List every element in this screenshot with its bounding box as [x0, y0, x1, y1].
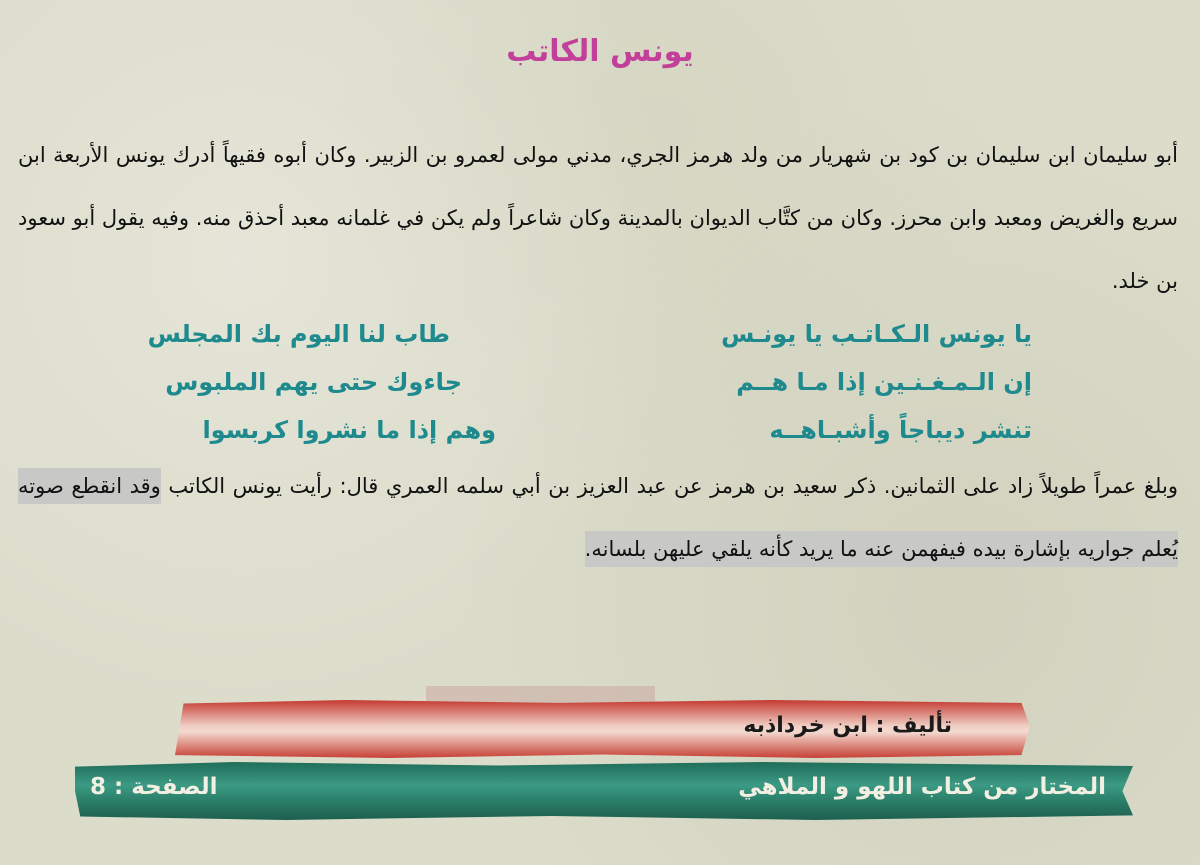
paragraph-closing-text: وبلغ عمراً طويلاً زاد على الثمانين. ذكر سعيد بن هرمز عن عبد العزيز بن أبي سلمه العمري قال: رأيت يونس الكاتب — [160, 474, 1178, 498]
highlighted-text[interactable]: وقد انقطع صوته يُعلم جواريه بإشارة بيده فيفهمن عنه ما يريد كأنه يلقي عليهن بلسانه. — [18, 468, 1178, 567]
book-title: المختار من كتاب اللهو و الملاهي — [738, 774, 1106, 800]
paragraph-intro: أبو سليمان ابن سليمان بن كود بن شهريار من ولد هرمز الجري، مدني مولى لعمرو بن الزبير. وكان أبوه فقيهاً أدرك يونس الأربعة ابن سريع والغريض ومعبد وابن محرز. وكان من كتَّاب الديوان بالمدينة وكان شاعراً ولم يكن في غلمانه معبد أحذق منه. وفيه يقول أبو سعود بن خلد. — [18, 143, 1178, 293]
poem-line-1-left: طاب لنا اليوم بك المجلس — [147, 320, 450, 348]
poem-line-2-left: جاءوك حتى يهم الملبوس — [165, 368, 462, 396]
poem-line-3-right: تنشر ديباجاً وأشبـاهــه — [769, 416, 1032, 444]
poem-line-3-left: وهم إذا ما نشروا كربسوا — [202, 416, 496, 444]
poem-line-1-right: يا يونس الـكـاتـب يا يونـس — [721, 320, 1032, 348]
page-title: يونس الكاتب — [506, 34, 694, 69]
page-number: الصفحة : 8 — [90, 774, 218, 800]
author-label: تأليف : ابن خرداذبه — [743, 713, 952, 738]
paragraph-closing — [18, 455, 1178, 581]
poem-line-2-right: إن الـمـغـنـين إذا مـا هــم — [736, 368, 1032, 396]
